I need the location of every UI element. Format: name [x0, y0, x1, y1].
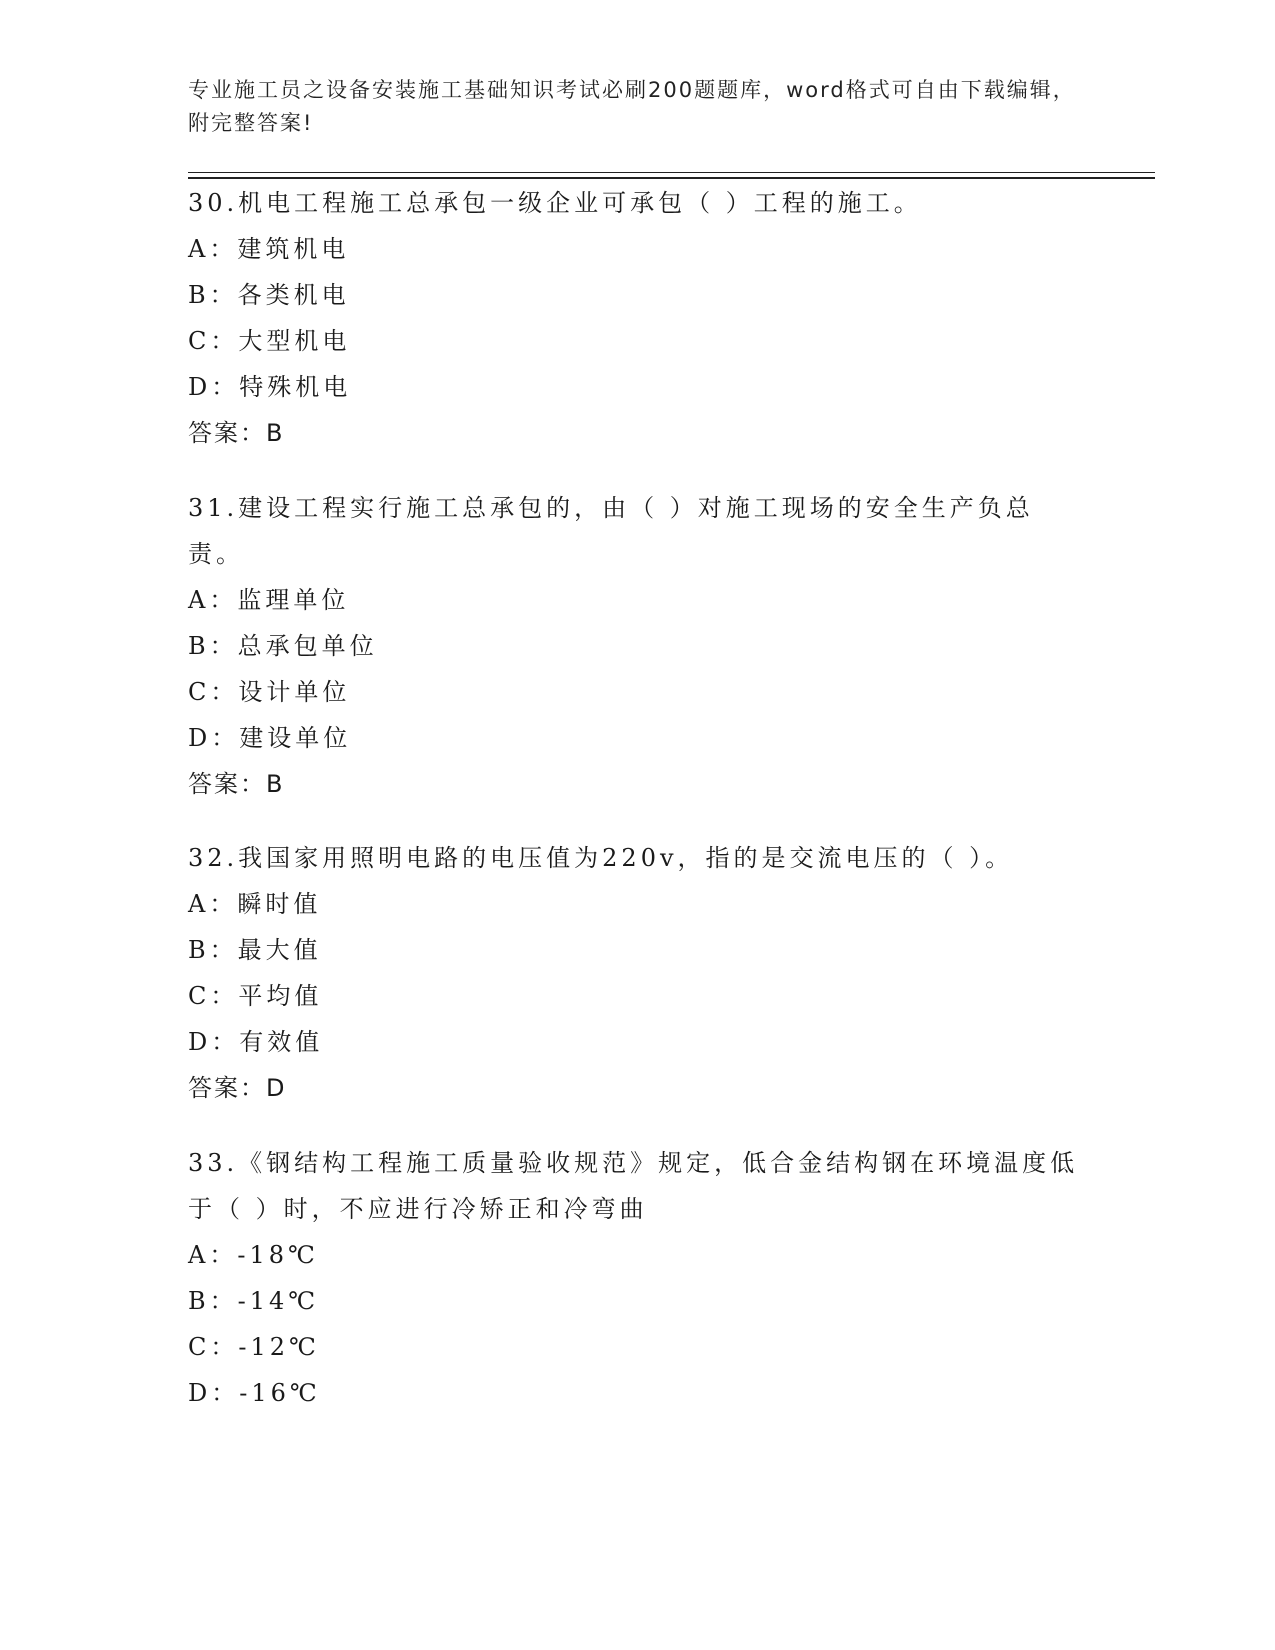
option-b: B：总承包单位 [188, 632, 378, 660]
option-b: B：-14℃ [188, 1287, 320, 1315]
answer: 答案：B [188, 419, 285, 447]
question-32 [188, 835, 1088, 1111]
option-c: C：设计单位 [188, 678, 351, 706]
option-a: A：监理单位 [188, 586, 350, 614]
option-a: A：建筑机电 [188, 235, 350, 263]
header-rule-thick [188, 177, 1155, 179]
question-30 [188, 180, 1088, 456]
option-c: C：-12℃ [188, 1333, 320, 1361]
option-a: A：瞬时值 [188, 890, 322, 918]
question-text: 31.建设工程实行施工总承包的，由（ ）对施工现场的安全生产负总责。 [188, 494, 1034, 568]
answer: 答案：D [188, 1074, 287, 1102]
question-text: 32.我国家用照明电路的电压值为220v，指的是交流电压的（ ）。 [188, 844, 1014, 872]
question-31 [188, 485, 1088, 807]
document-title: 专业施工员之设备安装施工基础知识考试必刷200题题库，word格式可自由下载编辑，附完整答案! [188, 78, 1076, 135]
option-b: B：最大值 [188, 936, 322, 964]
option-d: D：特殊机电 [188, 373, 352, 401]
question-33 [188, 1140, 1088, 1416]
option-d: D：-16℃ [188, 1379, 321, 1407]
question-text: 33.《钢结构工程施工质量验收规范》规定，低合金结构钢在环境温度低于（ ）时，不应进行冷矫正和冷弯曲 [188, 1149, 1079, 1223]
option-d: D：有效值 [188, 1028, 324, 1056]
option-b: B：各类机电 [188, 281, 350, 309]
answer: 答案：B [188, 770, 285, 798]
question-text: 30.机电工程施工总承包一级企业可承包（ ）工程的施工。 [188, 189, 922, 217]
header-rule-thin [188, 172, 1155, 173]
option-d: D：建设单位 [188, 724, 352, 752]
option-c: C：平均值 [188, 982, 323, 1010]
option-a: A：-18℃ [188, 1241, 319, 1269]
option-c: C：大型机电 [188, 327, 351, 355]
